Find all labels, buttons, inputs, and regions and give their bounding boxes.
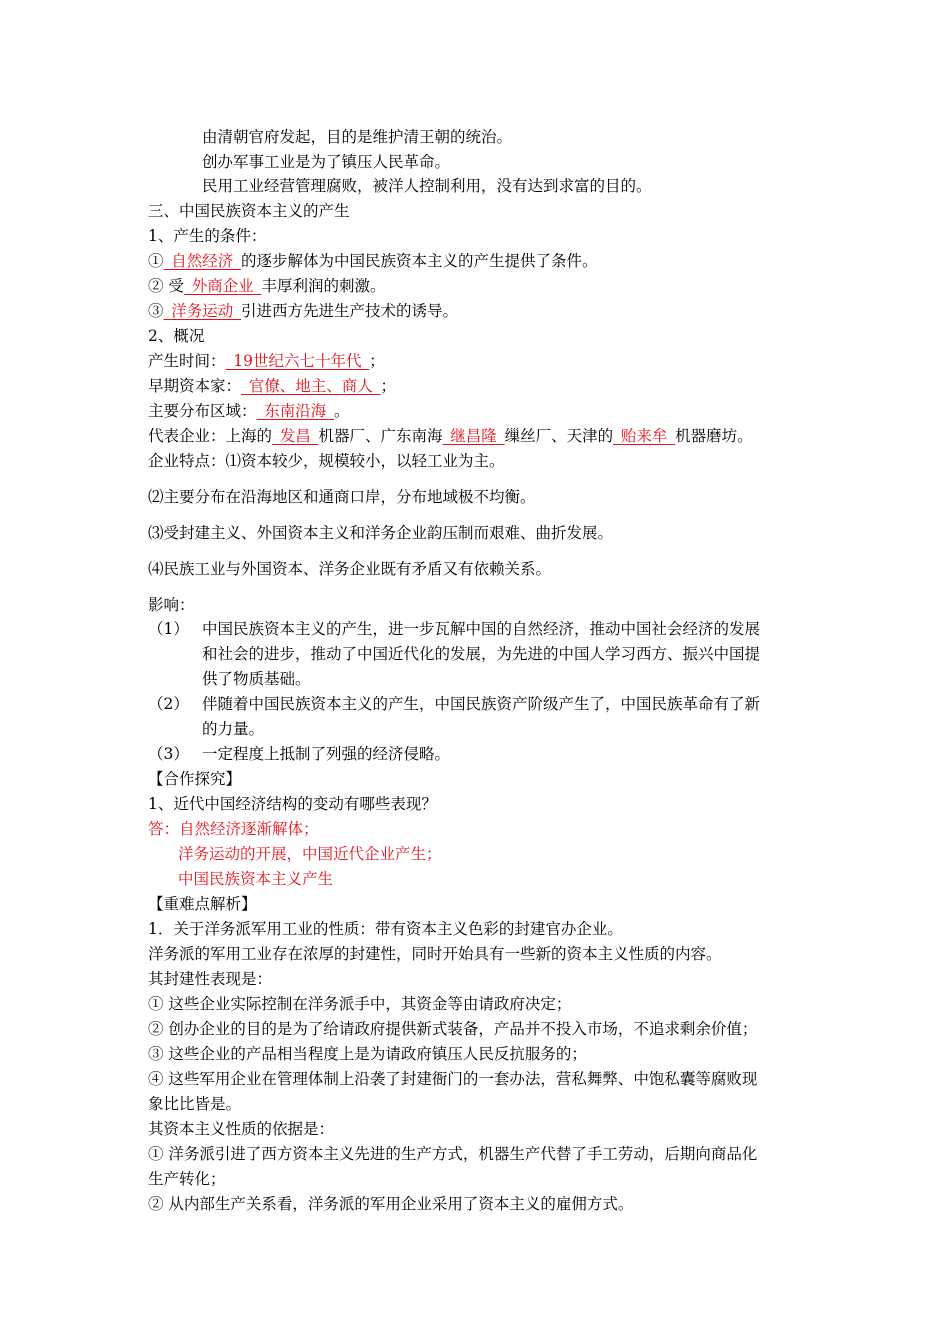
coop-answer-2: 洋务运动的开展，中国近代企业产生； bbox=[178, 845, 442, 863]
reps-text-4: 机器磨坊。 bbox=[675, 427, 753, 445]
analysis-header: 【重难点解析】 bbox=[148, 895, 257, 913]
impact-1-line-3: 供了物质基础。 bbox=[202, 670, 311, 688]
coop-answer-3: 中国民族资本主义产生 bbox=[178, 870, 334, 888]
intro-line-2: 创办军事工业是为了镇压人民革命。 bbox=[202, 153, 451, 171]
conditions-title: 1、产生的条件： bbox=[148, 227, 267, 245]
origin-time-label: 产生时间： bbox=[148, 352, 226, 370]
main-region-punct: 。 bbox=[334, 402, 350, 420]
early-capitalists bbox=[148, 375, 396, 397]
overview-title: 2、概况 bbox=[148, 327, 205, 345]
condition-1-prefix: ① bbox=[148, 252, 164, 270]
reps-answer-2: _继昌隆_ bbox=[442, 427, 505, 445]
analysis-line-3: 其封建性表现是： bbox=[148, 970, 273, 988]
analysis-line-6: ③ 这些企业的产品相当程度上是为请政府镇压人民反抗服务的； bbox=[148, 1045, 587, 1063]
feature-2: ⑵主要分布在沿海地区和通商口岸，分布地域极不均衡。 bbox=[148, 488, 536, 506]
impact-title: 影响： bbox=[148, 596, 195, 614]
analysis-line-8: 象比比皆是。 bbox=[148, 1095, 242, 1113]
analysis-line-7: ④ 这些军用企业在管理体制上沿袭了封建衙门的一套办法，营私舞弊、中饱私囊等腐败现 bbox=[148, 1070, 758, 1088]
origin-time-punct: ； bbox=[369, 352, 385, 370]
feature-1: 企业特点：⑴资本较少，规模较小，以轻工业为主。 bbox=[148, 452, 505, 470]
impact-2-line-1: 伴随着中国民族资本主义的产生，中国民族资产阶级产生了，中国民族革命有了新 bbox=[202, 695, 761, 713]
reps-text-3: 缫丝厂、天津的 bbox=[504, 427, 614, 445]
reps-text-1: 代表企业：上海的 bbox=[148, 427, 273, 445]
early-capitalists-punct: ； bbox=[380, 377, 397, 395]
analysis-line-5: ② 创办企业的目的是为了给请政府提供新式装备，产品并不投入市场，不追求剩余价值； bbox=[148, 1020, 758, 1038]
condition-2 bbox=[148, 275, 385, 297]
analysis-line-1: 1．关于洋务派军用工业的性质：带有资本主义色彩的封建官办企业。 bbox=[148, 920, 623, 938]
origin-time-answer: _19世纪六七十年代_ bbox=[225, 352, 370, 370]
early-capitalists-label: 早期资本家： bbox=[148, 377, 242, 395]
impact-1-line-1: 中国民族资本主义的产生，进一步瓦解中国的自然经济，推动中国社会经济的发展 bbox=[202, 620, 761, 638]
condition-3-text: 引进西方先进生产技术的诱导。 bbox=[241, 302, 459, 320]
condition-1-answer: _自然经济_ bbox=[163, 252, 242, 270]
condition-1-text: 的逐步解体为中国民族资本主义的产生提供了条件。 bbox=[241, 252, 598, 270]
main-region-label: 主要分布区域： bbox=[148, 402, 257, 420]
intro-line-3: 民用工业经营管理腐败，被洋人控制利用，没有达到求富的目的。 bbox=[202, 177, 652, 195]
analysis-line-4: ① 这些企业实际控制在洋务派手中，其资金等由请政府决定； bbox=[148, 995, 572, 1013]
impact-1-line-2: 和社会的进步，推动了中国近代化的发展，为先进的中国人学习西方、振兴中国提 bbox=[202, 645, 761, 663]
representative-enterprises bbox=[148, 425, 753, 447]
section-title: 三、中国民族资本主义的产生 bbox=[148, 202, 350, 220]
condition-2-prefix: ② 受 bbox=[148, 277, 184, 295]
analysis-line-12: ② 从内部生产关系看，洋务派的军用企业采用了资本主义的雇佣方式。 bbox=[148, 1195, 634, 1213]
impact-2-number: （2） bbox=[148, 695, 189, 713]
main-region bbox=[148, 400, 350, 422]
feature-4: ⑷民族工业与外国资本、洋务企业既有矛盾又有依赖关系。 bbox=[148, 560, 552, 578]
feature-3: ⑶受封建主义、外国资本主义和洋务企业韵压制而艰难、曲折发展。 bbox=[148, 524, 614, 542]
condition-3-answer: _洋务运动_ bbox=[163, 302, 242, 320]
intro-line-1: 由清朝官府发起，目的是维护清王朝的统治。 bbox=[202, 128, 513, 146]
analysis-line-10: ① 洋务派引进了西方资本主义先进的生产方式，机器生产代替了手工劳动，后期向商品化 bbox=[148, 1145, 758, 1163]
coop-question: 1、近代中国经济结构的变动有哪些表现？ bbox=[148, 795, 437, 813]
analysis-line-11: 生产转化； bbox=[148, 1170, 226, 1188]
reps-text-2: 机器厂、广东南海 bbox=[318, 427, 443, 445]
main-region-answer: _东南沿海_ bbox=[256, 402, 335, 420]
impact-3-number: （3） bbox=[148, 745, 189, 763]
reps-answer-1: _发昌_ bbox=[272, 427, 319, 445]
condition-2-text: 丰厚利润的刺激。 bbox=[261, 277, 386, 295]
coop-answer-1: 答：自然经济逐渐解体； bbox=[148, 820, 319, 838]
condition-3 bbox=[148, 300, 458, 322]
condition-1 bbox=[148, 250, 598, 272]
origin-time bbox=[148, 350, 385, 372]
reps-answer-3: _贻来牟_ bbox=[613, 427, 676, 445]
condition-2-answer: _外商企业_ bbox=[183, 277, 262, 295]
impact-1-number: （1） bbox=[148, 620, 189, 638]
early-capitalists-answer: _官僚、地主、商人_ bbox=[241, 377, 381, 395]
analysis-line-2: 洋务派的军用工业存在浓厚的封建性，同时开始具有一些新的资本主义性质的内容。 bbox=[148, 945, 722, 963]
condition-3-prefix: ③ bbox=[148, 302, 164, 320]
impact-2-line-2: 的力量。 bbox=[202, 720, 265, 738]
coop-header: 【合作探究】 bbox=[148, 770, 242, 788]
analysis-line-9: 其资本主义性质的依据是： bbox=[148, 1120, 335, 1138]
impact-3-line-1: 一定程度上抵制了列强的经济侵略。 bbox=[202, 745, 451, 763]
